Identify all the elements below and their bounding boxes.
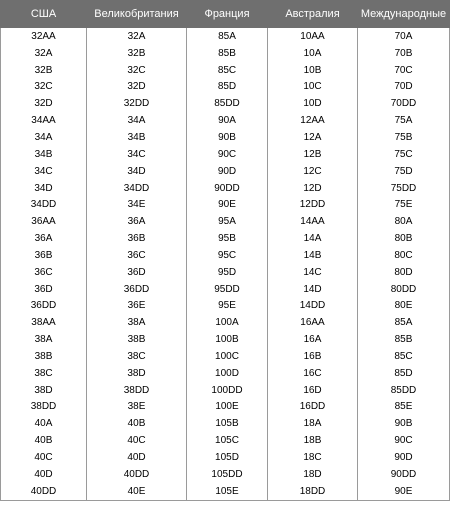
cell-france: 85D <box>187 79 268 96</box>
cell-international: 85C <box>358 348 450 365</box>
cell-australia: 14AA <box>268 213 358 230</box>
cell-france: 90E <box>187 196 268 213</box>
cell-france: 105D <box>187 449 268 466</box>
cell-uk: 36DD <box>87 281 187 298</box>
cell-australia: 16A <box>268 331 358 348</box>
cell-uk: 38C <box>87 348 187 365</box>
cell-international: 80E <box>358 298 450 315</box>
cell-international: 80B <box>358 230 450 247</box>
cell-uk: 34C <box>87 146 187 163</box>
cell-australia: 18DD <box>268 483 358 500</box>
cell-uk: 36B <box>87 230 187 247</box>
cell-usa: 36D <box>1 281 87 298</box>
cell-usa: 34AA <box>1 112 87 129</box>
column-header-international: Международные <box>358 1 450 28</box>
table-row <box>1 432 450 449</box>
cell-uk: 32D <box>87 79 187 96</box>
cell-australia: 12DD <box>268 196 358 213</box>
cell-france: 95C <box>187 247 268 264</box>
table-row <box>1 365 450 382</box>
cell-france: 95B <box>187 230 268 247</box>
cell-australia: 10D <box>268 95 358 112</box>
cell-usa: 32B <box>1 62 87 79</box>
cell-usa: 38B <box>1 348 87 365</box>
cell-usa: 36DD <box>1 298 87 315</box>
cell-australia: 18D <box>268 466 358 483</box>
cell-international: 70C <box>358 62 450 79</box>
cell-australia: 10AA <box>268 28 358 45</box>
cell-uk: 32DD <box>87 95 187 112</box>
cell-australia: 16B <box>268 348 358 365</box>
cell-uk: 40DD <box>87 466 187 483</box>
cell-france: 100A <box>187 314 268 331</box>
cell-usa: 40C <box>1 449 87 466</box>
table-row <box>1 230 450 247</box>
cell-international: 70D <box>358 79 450 96</box>
cell-usa: 38D <box>1 382 87 399</box>
cell-uk: 40E <box>87 483 187 500</box>
cell-france: 95DD <box>187 281 268 298</box>
cell-usa: 38AA <box>1 314 87 331</box>
cell-usa: 34DD <box>1 196 87 213</box>
cell-usa: 36AA <box>1 213 87 230</box>
cell-france: 90A <box>187 112 268 129</box>
table-row <box>1 382 450 399</box>
column-header-uk: Великобритания <box>87 1 187 28</box>
cell-usa: 32C <box>1 79 87 96</box>
table-row <box>1 399 450 416</box>
table-row <box>1 449 450 466</box>
table-body <box>1 28 450 501</box>
cell-uk: 32B <box>87 45 187 62</box>
cell-international: 80C <box>358 247 450 264</box>
cell-usa: 40B <box>1 432 87 449</box>
cell-usa: 40D <box>1 466 87 483</box>
cell-usa: 32D <box>1 95 87 112</box>
cell-uk: 38B <box>87 331 187 348</box>
cell-france: 85B <box>187 45 268 62</box>
table-row <box>1 129 450 146</box>
cell-uk: 32C <box>87 62 187 79</box>
cell-france: 90D <box>187 163 268 180</box>
cell-international: 80A <box>358 213 450 230</box>
cell-australia: 12D <box>268 180 358 197</box>
cell-france: 85C <box>187 62 268 79</box>
cell-international: 90B <box>358 415 450 432</box>
cell-international: 85E <box>358 399 450 416</box>
column-header-usa: США <box>1 1 87 28</box>
cell-france: 100B <box>187 331 268 348</box>
cell-uk: 38E <box>87 399 187 416</box>
cell-australia: 10A <box>268 45 358 62</box>
cell-australia: 12B <box>268 146 358 163</box>
cell-uk: 38DD <box>87 382 187 399</box>
cell-australia: 12A <box>268 129 358 146</box>
cell-usa: 34A <box>1 129 87 146</box>
cell-usa: 32AA <box>1 28 87 45</box>
cell-australia: 16AA <box>268 314 358 331</box>
table-row <box>1 348 450 365</box>
cell-australia: 18A <box>268 415 358 432</box>
cell-france: 100DD <box>187 382 268 399</box>
table-row <box>1 213 450 230</box>
cell-france: 90B <box>187 129 268 146</box>
cell-france: 95D <box>187 264 268 281</box>
cell-australia: 18C <box>268 449 358 466</box>
cell-uk: 34B <box>87 129 187 146</box>
cell-australia: 16D <box>268 382 358 399</box>
cell-australia: 14C <box>268 264 358 281</box>
cell-international: 80DD <box>358 281 450 298</box>
cell-usa: 34B <box>1 146 87 163</box>
cell-france: 105E <box>187 483 268 500</box>
cell-international: 75A <box>358 112 450 129</box>
cell-france: 105C <box>187 432 268 449</box>
cell-australia: 14A <box>268 230 358 247</box>
cell-usa: 40DD <box>1 483 87 500</box>
cell-usa: 36C <box>1 264 87 281</box>
cell-france: 100C <box>187 348 268 365</box>
cell-uk: 40C <box>87 432 187 449</box>
cell-usa: 38A <box>1 331 87 348</box>
cell-international: 85DD <box>358 382 450 399</box>
cell-uk: 32A <box>87 28 187 45</box>
header-row <box>1 1 450 28</box>
cell-usa: 36B <box>1 247 87 264</box>
cell-international: 90D <box>358 449 450 466</box>
cell-australia: 14D <box>268 281 358 298</box>
table-row <box>1 146 450 163</box>
cell-usa: 38C <box>1 365 87 382</box>
cell-international: 75C <box>358 146 450 163</box>
cell-australia: 10B <box>268 62 358 79</box>
cell-international: 70B <box>358 45 450 62</box>
cell-france: 105DD <box>187 466 268 483</box>
cell-france: 100D <box>187 365 268 382</box>
cell-australia: 14B <box>268 247 358 264</box>
cell-international: 90DD <box>358 466 450 483</box>
column-header-france: Франция <box>187 1 268 28</box>
cell-uk: 38D <box>87 365 187 382</box>
cell-uk: 36E <box>87 298 187 315</box>
cell-uk: 34A <box>87 112 187 129</box>
cell-usa: 40A <box>1 415 87 432</box>
table-row <box>1 331 450 348</box>
table-row <box>1 415 450 432</box>
cell-international: 90E <box>358 483 450 500</box>
table-row <box>1 466 450 483</box>
cell-australia: 16DD <box>268 399 358 416</box>
cell-international: 85D <box>358 365 450 382</box>
cell-international: 70DD <box>358 95 450 112</box>
cell-australia: 10C <box>268 79 358 96</box>
cell-international: 85B <box>358 331 450 348</box>
cell-uk: 36A <box>87 213 187 230</box>
cell-france: 95A <box>187 213 268 230</box>
cell-international: 70A <box>358 28 450 45</box>
cell-france: 85A <box>187 28 268 45</box>
cell-international: 75DD <box>358 180 450 197</box>
table-row <box>1 247 450 264</box>
cell-international: 75E <box>358 196 450 213</box>
cell-international: 85A <box>358 314 450 331</box>
cell-uk: 40B <box>87 415 187 432</box>
cell-australia: 12C <box>268 163 358 180</box>
cell-australia: 12AA <box>268 112 358 129</box>
cell-france: 95E <box>187 298 268 315</box>
cell-uk: 36D <box>87 264 187 281</box>
table-row <box>1 62 450 79</box>
table-row <box>1 95 450 112</box>
table-row <box>1 298 450 315</box>
table-row <box>1 264 450 281</box>
table-row <box>1 112 450 129</box>
cell-international: 75D <box>358 163 450 180</box>
cell-international: 80D <box>358 264 450 281</box>
cell-usa: 38DD <box>1 399 87 416</box>
cell-france: 90C <box>187 146 268 163</box>
table-row <box>1 45 450 62</box>
cell-usa: 34D <box>1 180 87 197</box>
table-row <box>1 281 450 298</box>
table-row <box>1 28 450 45</box>
table-row <box>1 196 450 213</box>
cell-australia: 14DD <box>268 298 358 315</box>
cell-australia: 18B <box>268 432 358 449</box>
table-row <box>1 314 450 331</box>
cell-usa: 36A <box>1 230 87 247</box>
cell-uk: 34DD <box>87 180 187 197</box>
cell-australia: 16C <box>268 365 358 382</box>
cell-international: 90C <box>358 432 450 449</box>
cell-uk: 40D <box>87 449 187 466</box>
cell-uk: 38A <box>87 314 187 331</box>
table-row <box>1 483 450 500</box>
cell-france: 85DD <box>187 95 268 112</box>
cell-uk: 36C <box>87 247 187 264</box>
cell-uk: 34E <box>87 196 187 213</box>
table-row <box>1 180 450 197</box>
table-row <box>1 163 450 180</box>
cell-france: 100E <box>187 399 268 416</box>
column-header-australia: Австралия <box>268 1 358 28</box>
cell-usa: 32A <box>1 45 87 62</box>
cell-france: 105B <box>187 415 268 432</box>
cell-usa: 34C <box>1 163 87 180</box>
table-row <box>1 79 450 96</box>
cell-international: 75B <box>358 129 450 146</box>
cell-uk: 34D <box>87 163 187 180</box>
cell-france: 90DD <box>187 180 268 197</box>
